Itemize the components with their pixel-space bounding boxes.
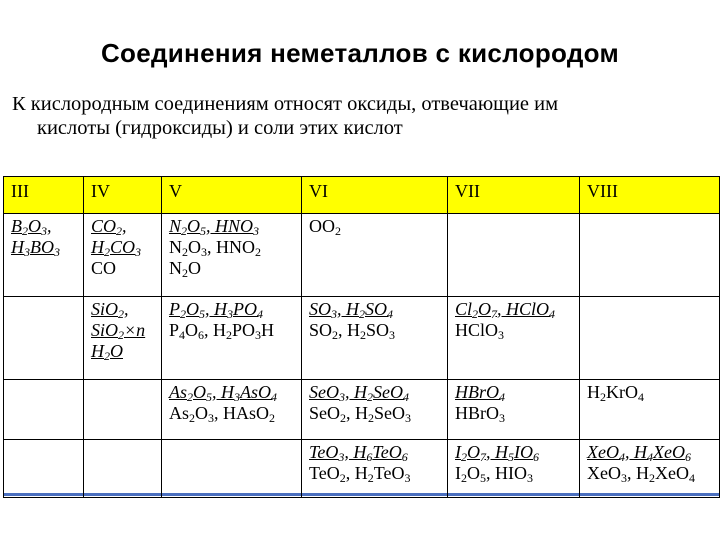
formula-text: O: [195, 403, 209, 423]
formula-text: O: [28, 216, 41, 236]
formula-text: N: [169, 216, 182, 236]
formula-subscript: 2: [182, 266, 188, 280]
acid-formula-line: [11, 237, 78, 258]
formula-text: , H: [345, 382, 367, 402]
table-cell: [448, 297, 580, 380]
formula-text: O: [188, 237, 201, 257]
formula-text: , H: [346, 403, 368, 423]
formula-text: SeO: [309, 382, 339, 402]
formula-subscript: 2: [116, 224, 123, 238]
formula-text: PO: [233, 299, 257, 319]
formula-text: SiO: [91, 299, 118, 319]
formula-text: KrO: [606, 382, 638, 402]
intro-text: [12, 92, 718, 140]
acid-formula-line: [91, 320, 156, 341]
compounds-table-container: [3, 176, 719, 496]
formula-text: N: [169, 237, 182, 257]
formula-subscript: 2: [367, 390, 373, 404]
formula-line: [309, 403, 442, 424]
formula-text: , HAsO: [214, 403, 270, 423]
formula-subscript: 3: [339, 390, 345, 404]
formula-subscript: 3: [389, 328, 396, 342]
formula-line: [455, 403, 574, 424]
formula-text: , H: [627, 463, 649, 483]
formula-subscript: 4: [646, 450, 653, 464]
formula-subscript: 4: [387, 307, 393, 321]
table-cell: [4, 380, 84, 440]
formula-subscript: 2: [182, 245, 188, 259]
formula-text: O: [193, 382, 206, 402]
formula-subscript: 3: [41, 224, 47, 238]
acid-formula-line: [455, 299, 574, 320]
formula-text: XeO: [652, 442, 685, 462]
period-row: [4, 440, 720, 498]
formula-subscript: 4: [638, 390, 644, 404]
formula-subscript: 4: [271, 390, 277, 404]
formula-text: H: [261, 320, 275, 340]
formula-subscript: 2: [472, 307, 479, 321]
formula-subscript: 2: [335, 224, 341, 238]
formula-subscript: 3: [227, 307, 233, 321]
formula-subscript: 2: [255, 245, 261, 259]
acid-formula-line: [91, 341, 156, 362]
acid-formula-line: [91, 299, 156, 320]
formula-subscript: 2: [359, 307, 365, 321]
formula-subscript: 3: [499, 411, 505, 425]
formula-text: ,: [122, 216, 127, 236]
formula-text: H: [587, 382, 600, 402]
formula-subscript: 5: [199, 307, 205, 321]
formula-text: , H: [337, 299, 359, 319]
formula-text: P: [169, 320, 180, 340]
table-cell: [162, 297, 302, 380]
period-row: [4, 380, 720, 440]
formula-text: , H: [205, 299, 227, 319]
period-row: [4, 297, 720, 380]
formula-subscript: 2: [340, 411, 346, 425]
formula-subscript: 2: [368, 411, 374, 425]
formula-line: [309, 320, 442, 341]
formula-subscript: 2: [339, 471, 346, 485]
formula-text: ,: [124, 299, 129, 319]
formula-text: , H: [338, 320, 361, 340]
formula-text: O: [110, 341, 123, 361]
formula-subscript: 3: [253, 224, 260, 238]
formula-text: , H: [486, 442, 508, 462]
formula-subscript: 7: [480, 450, 486, 464]
formula-subscript: 3: [404, 471, 411, 485]
formula-text: As: [169, 403, 190, 423]
formula-subscript: 2: [367, 471, 374, 485]
table-cell: [580, 214, 720, 297]
acid-formula-line: [455, 442, 574, 463]
table-cell: [302, 297, 448, 380]
group-header-cell: III: [4, 177, 84, 214]
table-cell: [302, 380, 448, 440]
table-cell: [4, 297, 84, 380]
formula-subscript: 2: [360, 328, 367, 342]
formula-subscript: 6: [198, 328, 205, 342]
formula-text: O: [186, 299, 199, 319]
formula-text: SeO: [374, 403, 405, 423]
formula-text: , H: [204, 320, 227, 340]
formula-subscript: 5: [508, 450, 514, 464]
formula-text: , HIO: [486, 463, 527, 483]
formula-subscript: 3: [255, 328, 262, 342]
formula-text: O: [478, 299, 492, 319]
formula-subscript: 2: [649, 471, 655, 485]
formula-subscript: 2: [181, 224, 188, 238]
formula-text: HClO: [455, 320, 499, 340]
formula-text: XeO: [587, 463, 621, 483]
formula-subscript: 3: [527, 471, 533, 485]
formula-text: SO: [366, 320, 390, 340]
table-cell: [84, 214, 162, 297]
acid-formula-line: [455, 382, 574, 403]
formula-text: , H: [212, 382, 234, 402]
group-header-cell: IV: [84, 177, 162, 214]
formula-text: , H: [624, 442, 647, 462]
formula-subscript: 6: [366, 450, 373, 464]
formula-subscript: 3: [405, 411, 411, 425]
acid-formula-line: [587, 442, 714, 463]
formula-subscript: 4: [549, 307, 556, 321]
table-cell: [4, 214, 84, 297]
table-cell: [84, 297, 162, 380]
formula-subscript: 2: [180, 307, 186, 321]
table-cell: [448, 214, 580, 297]
formula-text: B: [11, 216, 22, 236]
formula-subscript: 6: [684, 450, 691, 464]
formula-text: P: [169, 299, 180, 319]
formula-text: , HNO: [207, 237, 255, 257]
formula-subscript: 6: [533, 450, 539, 464]
formula-line: [91, 258, 156, 279]
formula-line: [169, 403, 296, 424]
formula-line: [309, 463, 442, 484]
acid-formula-line: [169, 382, 296, 403]
formula-subscript: 4: [179, 328, 186, 342]
formula-subscript: 2: [269, 411, 276, 425]
formula-text: , HNO: [206, 216, 254, 236]
group-header-cell: VII: [448, 177, 580, 214]
formula-line: [587, 463, 714, 484]
formula-line: [455, 463, 574, 484]
formula-line: [169, 320, 296, 341]
formula-text: TeO: [309, 463, 340, 483]
formula-text: CO: [91, 216, 117, 236]
table-cell: [302, 214, 448, 297]
formula-subscript: 7: [491, 307, 498, 321]
intro-line-1: К кислородным соединениям относят оксиды, отвечающие им: [12, 93, 559, 115]
compounds-table: [3, 176, 720, 498]
formula-text: IO: [514, 442, 533, 462]
group-header-cell: VIII: [580, 177, 720, 214]
table-cell: [448, 380, 580, 440]
formula-text: H: [11, 237, 24, 257]
formula-subscript: 2: [332, 328, 339, 342]
formula-subscript: 5: [206, 390, 212, 404]
table-cell: [162, 214, 302, 297]
formula-subscript: 3: [24, 245, 30, 259]
formula-text: SeO: [373, 382, 403, 402]
formula-text: I: [455, 442, 461, 462]
formula-subscript: 2: [187, 390, 193, 404]
acid-formula-line: [309, 299, 442, 320]
formula-line: [169, 237, 296, 258]
formula-subscript: 4: [499, 390, 505, 404]
formula-text: TeO: [309, 442, 339, 462]
formula-text: , HClO: [497, 299, 550, 319]
formula-text: H: [91, 237, 104, 257]
formula-text: TeO: [373, 463, 405, 483]
formula-subscript: 5: [480, 471, 486, 485]
table-cell: [162, 440, 302, 498]
formula-subscript: 3: [201, 245, 207, 259]
formula-text: BO: [30, 237, 54, 257]
formula-text: As: [169, 382, 187, 402]
formula-text: I: [455, 463, 461, 483]
formula-subscript: 4: [257, 307, 263, 321]
formula-text: ×n: [124, 320, 146, 340]
table-cell: [162, 380, 302, 440]
formula-text: O: [187, 216, 201, 236]
formula-line: [587, 382, 714, 403]
acid-formula-line: [309, 442, 442, 463]
formula-text: CO: [110, 237, 136, 257]
formula-subscript: 2: [461, 450, 467, 464]
acid-formula-line: [309, 382, 442, 403]
formula-subscript: 3: [621, 471, 627, 485]
formula-text: O: [185, 320, 199, 340]
formula-text: O: [467, 463, 480, 483]
table-cell: [4, 440, 84, 498]
formula-subscript: 2: [104, 349, 110, 363]
formula-text: ,: [47, 216, 52, 236]
formula-line: [455, 320, 574, 341]
intro-line-2: кислоты (гидроксиды) и соли этих кислот: [37, 117, 403, 139]
formula-text: H: [91, 341, 104, 361]
formula-subscript: 2: [104, 245, 110, 259]
formula-text: TeO: [372, 442, 402, 462]
acid-formula-line: [91, 237, 156, 258]
formula-subscript: 4: [403, 390, 409, 404]
period-row: [4, 214, 720, 297]
table-cell: [580, 297, 720, 380]
formula-line: [309, 216, 442, 237]
formula-subscript: 3: [54, 245, 60, 259]
group-header-cell: VI: [302, 177, 448, 214]
formula-subscript: 3: [331, 307, 337, 321]
formula-subscript: 3: [498, 328, 505, 342]
formula-text: XeO: [655, 463, 689, 483]
formula-subscript: 3: [208, 411, 215, 425]
table-cell: [302, 440, 448, 498]
acid-formula-line: [169, 299, 296, 320]
formula-text: HBrO: [455, 382, 499, 402]
formula-text: SO: [309, 299, 331, 319]
formula-text: CO: [91, 258, 117, 278]
formula-text: , H: [344, 442, 367, 462]
formula-text: OO: [309, 216, 335, 236]
formula-subscript: 2: [226, 328, 233, 342]
formula-subscript: 4: [689, 471, 695, 485]
table-cell: [448, 440, 580, 498]
acid-formula-line: [11, 216, 78, 237]
formula-text: O: [467, 442, 480, 462]
group-header-row: [4, 177, 720, 214]
formula-text: XeO: [587, 442, 619, 462]
acid-formula-line: [91, 216, 156, 237]
formula-subscript: 2: [118, 328, 124, 342]
formula-text: SeO: [309, 403, 340, 423]
formula-text: SO: [365, 299, 387, 319]
formula-subscript: 2: [118, 307, 124, 321]
formula-text: AsO: [240, 382, 271, 402]
formula-subscript: 6: [401, 450, 408, 464]
formula-subscript: 5: [200, 224, 207, 238]
formula-subscript: 3: [338, 450, 345, 464]
formula-subscript: 2: [461, 471, 467, 485]
table-cell: [580, 380, 720, 440]
formula-text: N: [169, 258, 182, 278]
formula-subscript: 2: [600, 390, 606, 404]
formula-text: , H: [345, 463, 368, 483]
formula-text: O: [188, 258, 201, 278]
table-cell: [84, 380, 162, 440]
table-cell: [84, 440, 162, 498]
table-cell: [580, 440, 720, 498]
acid-formula-line: [169, 216, 296, 237]
formula-text: SO: [309, 320, 333, 340]
formula-subscript: 3: [135, 245, 142, 259]
group-header-cell: V: [162, 177, 302, 214]
formula-subscript: 4: [618, 450, 625, 464]
formula-subscript: 2: [189, 411, 196, 425]
formula-text: Cl: [455, 299, 473, 319]
formula-line: [169, 258, 296, 279]
slide-title: Соединения неметаллов с кислородом: [100, 38, 620, 68]
formula-text: PO: [232, 320, 256, 340]
formula-text: SiO: [91, 320, 118, 340]
formula-subscript: 3: [234, 390, 240, 404]
formula-subscript: 2: [22, 224, 28, 238]
formula-text: HBrO: [455, 403, 499, 423]
